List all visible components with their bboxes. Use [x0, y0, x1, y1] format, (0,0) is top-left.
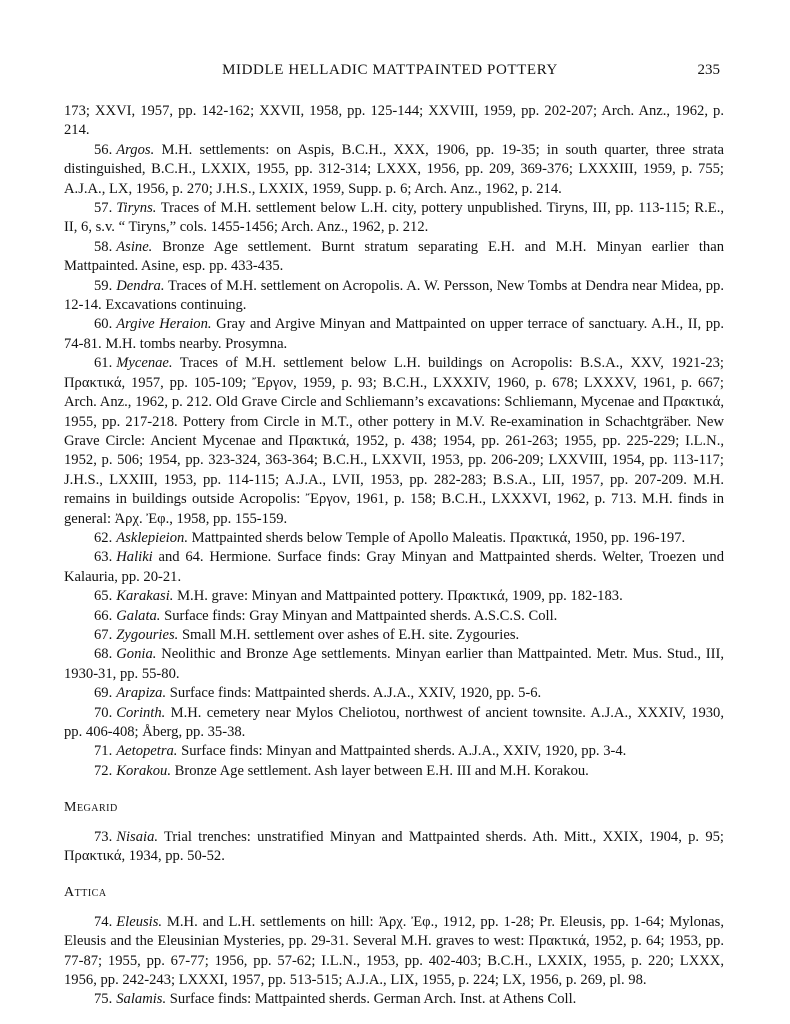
entry-site-name: Karakasi. — [116, 588, 174, 605]
entry-number: 70. — [94, 704, 113, 721]
catalogue-entry — [64, 828, 724, 867]
entry-text: Bronze Age settlement. Ash layer between E.H. III and M.H. Korakou. — [174, 762, 589, 779]
entry-number: 67. — [94, 626, 113, 643]
entry-number: 71. — [94, 743, 113, 760]
catalogue-entry — [64, 587, 724, 606]
entry-text: Surface finds: Minyan and Mattpainted sherds. A.J.A., XXIV, 1920, pp. 3-4. — [181, 743, 627, 760]
entry-text: Surface finds: Mattpainted sherds. German Arch. Inst. at Athens Coll. — [169, 991, 577, 1008]
entry-site-name: Argos. — [116, 141, 155, 158]
entry-site-name: Haliki — [116, 549, 153, 566]
entry-text: M.H. grave: Minyan and Mattpainted pottery. Πρακτικά, 1909, pp. 182-183. — [177, 588, 623, 605]
entry-text: Traces of M.H. settlement below L.H. buildings on Acropolis: B.S.A., XXV, 1921-23; Πρακτικά, 1957, pp. 105-109; Ἔργον, 1959, p. 93; B.C.H., LXXXIV, 1960, p. 678; LXXXV, 1961, p. 667; Arch. Anz., 1962, p. 212. Old Grave Circle and Schliemann’s excavations: Schliemann, Mycenae and Πρακτικά, 1955, pp. 217-218. Pottery from Circle in M.T., other pottery in M.V. Re-examination in Schachtgräber. New Grave Circle: Ancient Mycenae and Πρακτικά, 1952, p. 438; 1954, pp. 261-263; 1955, pp. 225-229; I.L.N., 1952, p. 506; 1954, pp. 323-324, 363-364; B.C.H., LXXVII, 1953, pp. 206-209; LXXVIII, 1954, pp. 113-117; J.H.S., LXXIII, 1953, pp. 114-115; A.J.A., LVII, 1953, pp. 282-283; B.S.A., LII, 1957, pp. 207-209. M.H. remains in buildings outside Acropolis: Ἔργον, 1961, p. 158; B.C.H., LXXXVI, 1962, p. 713. M.H. finds in general: Ἀρχ. Ἐφ., 1958, pp. 155-159. — [64, 355, 724, 527]
entry-text: 173; XXVI, 1957, pp. 142-162; XXVII, 1958, pp. 125-144; XXVIII, 1959, pp. 202-207; Arch. Anz., 1962, p. 214. — [64, 103, 724, 139]
entry-text: M.H. cemetery near Mylos Cheliotou, northwest of ancient townsite. A.J.A., XXXIV, 1930, pp. 406-408; Åberg, pp. 35-38. — [64, 704, 724, 740]
catalogue-entry — [64, 742, 724, 761]
entry-number: 75. — [94, 991, 113, 1008]
entry-number: 56. — [94, 141, 113, 158]
catalogue-entry — [64, 238, 724, 277]
entry-number: 58. — [94, 238, 113, 255]
entry-site-name: Gonia. — [116, 646, 157, 663]
catalogue-entry — [64, 102, 724, 141]
entry-number: 68. — [94, 646, 113, 663]
entry-site-name: Arapiza. — [116, 685, 167, 702]
entry-site-name: Eleusis. — [116, 913, 163, 930]
catalogue-entry — [64, 762, 724, 781]
catalogue-entry — [64, 315, 724, 354]
entry-site-name: Korakou. — [116, 762, 171, 779]
catalogue-entry — [64, 607, 724, 626]
catalogue-entry — [64, 913, 724, 991]
entry-text: Traces of M.H. settlement below L.H. city, pottery unpublished. Tiryns, III, pp. 113-115; R.E., II, 6, s.v. “ Tiryns,” cols. 1455-1456; Arch. Anz., 1962, p. 212. — [64, 200, 724, 236]
entry-text: Mattpainted sherds below Temple of Apollo Maleatis. Πρακτικά, 1950, pp. 196-197. — [191, 529, 686, 546]
entry-site-name: Tiryns. — [116, 200, 157, 217]
entry-text: M.H. and L.H. settlements on hill: Ἀρχ. Ἐφ., 1912, pp. 1-28; Pr. Eleusis, pp. 1-64; Mylonas, Eleusis and the Eleusinian Mysteries, pp. 29-31. Several M.H. graves to west: Πρακτικά, 1952, p. 64; 1953, pp. 77-87; 1955, pp. 67-77; 1956, pp. 57-62; I.L.N., 1953, pp. 402-403; B.C.H., LXXIX, 1955, p. 220; LXXX, 1956, pp. 242-243; LXXXI, 1957, pp. 513-515; A.J.A., LIX, 1955, p. 224; LX, 1956, p. 269, pl. 98. — [64, 913, 724, 989]
catalogue-body — [64, 102, 724, 1010]
entry-site-name: Dendra. — [116, 277, 165, 294]
entry-site-name: Zygouries. — [116, 626, 179, 643]
entry-number: 62. — [94, 529, 113, 546]
entry-site-name: Galata. — [116, 607, 161, 624]
catalogue-entry — [64, 704, 724, 743]
entry-text: Small M.H. settlement over ashes of E.H. site. Zygouries. — [181, 626, 520, 643]
page-header — [60, 61, 720, 83]
catalogue-entry — [64, 199, 724, 238]
entry-number: 73. — [94, 828, 113, 845]
entry-text: Gray and Argive Minyan and Mattpainted on upper terrace of sanctuary. A.H., II, pp. 74-81. M.H. tombs nearby. Prosymna. — [64, 316, 725, 352]
catalogue-entry — [64, 141, 724, 199]
page-number: 235 — [697, 62, 720, 78]
entry-text: Surface finds: Gray Minyan and Mattpainted sherds. A.S.C.S. Coll. — [164, 607, 558, 624]
entry-number: 74. — [94, 913, 113, 930]
entry-site-name: Mycenae. — [116, 355, 173, 372]
entry-site-name: Aetopetra. — [116, 743, 178, 760]
entry-site-name: Corinth. — [116, 704, 166, 721]
catalogue-entry — [64, 684, 724, 703]
entry-number: 63. — [94, 549, 113, 566]
entry-text: and 64. Hermione. Surface finds: Gray Minyan and Mattpainted sherds. Welter, Troezen und Kalauria, pp. 20-21. — [64, 549, 725, 585]
catalogue-entry — [64, 548, 724, 587]
section-heading: Attica — [64, 885, 107, 901]
entry-number: 61. — [94, 355, 113, 372]
catalogue-entry — [64, 645, 724, 684]
catalogue-entry — [64, 990, 724, 1009]
entry-number: 66. — [94, 607, 113, 624]
entry-text: Trial trenches: unstratified Minyan and Mattpainted sherds. Ath. Mitt., XXIX, 1904, p. 95; Πρακτικά, 1934, pp. 50-52. — [64, 828, 724, 865]
entry-number: 65. — [94, 588, 113, 605]
catalogue-entry — [64, 354, 724, 529]
running-title: MIDDLE HELLADIC MATTPAINTED POTTERY — [222, 62, 558, 78]
entry-site-name: Nisaia. — [116, 828, 159, 845]
catalogue-entry — [64, 626, 724, 645]
entry-number: 69. — [94, 685, 113, 702]
entry-site-name: Argive Heraion. — [116, 316, 212, 333]
entry-text: Neolithic and Bronze Age settlements. Minyan earlier than Mattpainted. Metr. Mus. Stud., III, 1930-31, pp. 55-80. — [64, 646, 724, 682]
entry-number: 59. — [94, 277, 113, 294]
entry-number: 60. — [94, 316, 113, 333]
entry-site-name: Salamis. — [116, 991, 167, 1008]
entry-number: 57. — [94, 200, 113, 217]
entry-site-name: Asklepieion. — [116, 529, 188, 546]
entry-text: Traces of M.H. settlement on Acropolis. A. W. Persson, New Tombs at Dendra near Midea, pp. 12-14. Excavations continuing. — [64, 277, 724, 314]
section-heading: Megarid — [64, 800, 118, 816]
entry-text: M.H. settlements: on Aspis, B.C.H., XXX, 1906, pp. 19-35; in south quarter, three strata distinguished, B.C.H., LXXIX, 1955, pp. 312-314; LXXX, 1956, pp. 209, 369-376; LXXXIII, 1959, p. 755; A.J.A., LX, 1956, p. 270; J.H.S., LXXIX, 1959, Supp. p. 6; Arch. Anz., 1962, p. 214. — [64, 141, 724, 197]
entry-text: Bronze Age settlement. Burnt stratum separating E.H. and M.H. Minyan earlier than Mattpainted. Asine, esp. pp. 433-435. — [64, 238, 724, 275]
catalogue-entry — [64, 529, 724, 548]
entry-number: 72. — [94, 762, 113, 779]
catalogue-entry — [64, 277, 724, 316]
entry-text: Surface finds: Mattpainted sherds. A.J.A., XXIV, 1920, pp. 5-6. — [169, 685, 542, 702]
entry-site-name: Asine. — [116, 238, 153, 255]
